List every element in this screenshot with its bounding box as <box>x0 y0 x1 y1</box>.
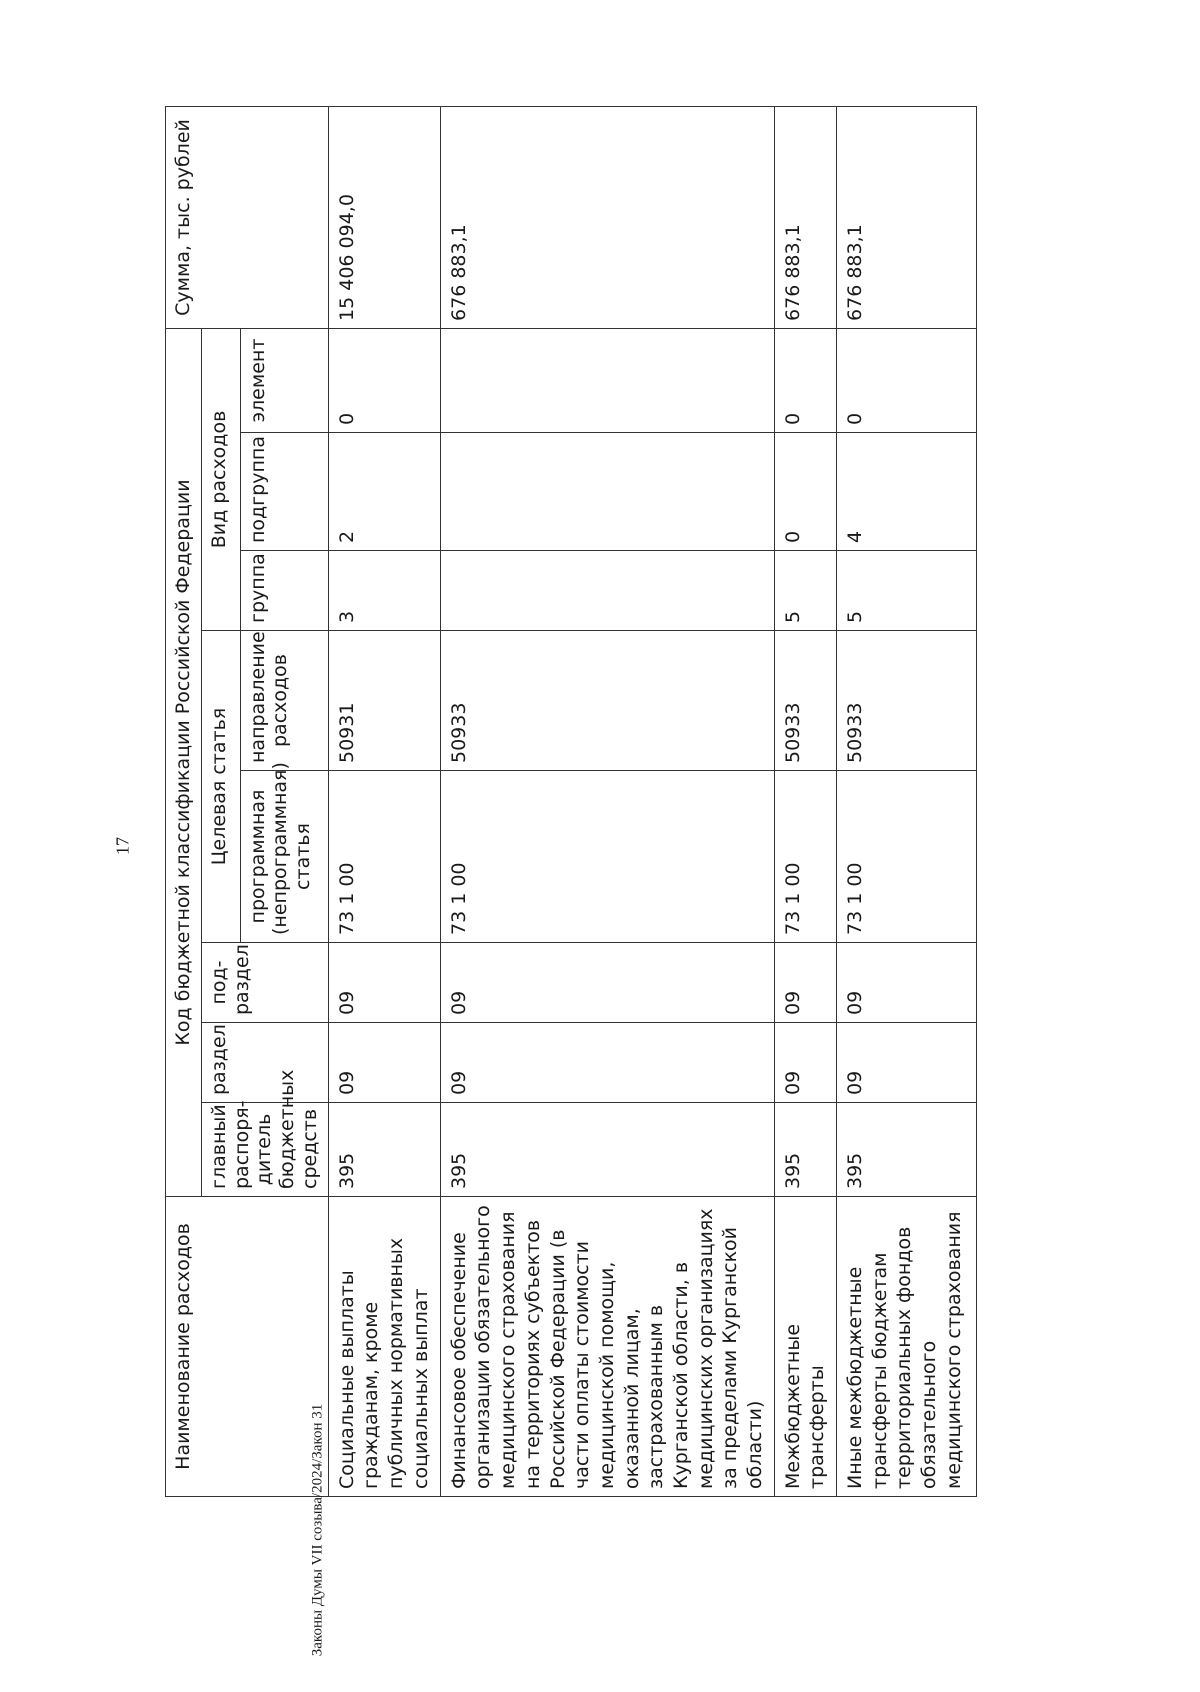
row-direction: 50933 <box>837 631 977 771</box>
header-group: группа <box>240 551 328 631</box>
row-program: 73 1 00 <box>774 771 836 943</box>
row-amount: 676 883,1 <box>774 106 836 328</box>
header-section: раздел <box>201 1023 328 1103</box>
row-element: 0 <box>774 328 836 432</box>
budget-table-wrapper <box>165 107 1015 1497</box>
row-subgroup: 2 <box>328 433 440 551</box>
row-group: 5 <box>774 551 836 631</box>
header-subgroup: подгруппа <box>240 433 328 551</box>
row-subgroup: 4 <box>837 433 977 551</box>
table-row <box>440 106 774 1496</box>
row-subgroup <box>440 433 774 551</box>
header-expense-type: Вид расходов <box>201 328 240 630</box>
row-name: Финансовое обеспечение организации обязательного медицинского страхования на территориях субъектов Российской Федерации (в части оплаты стоимости медицинской помощи, оказанной лицам, застрахованным в Курганской области, в медицинских организациях за пределами Курганской области) <box>440 1197 774 1497</box>
row-name: Социальные выплаты гражданам, кроме публичных нормативных социальных выплат <box>328 1197 440 1497</box>
header-row-1 <box>166 106 202 1496</box>
row-group: 3 <box>328 551 440 631</box>
row-subsection: 09 <box>837 943 977 1023</box>
row-amount: 15 406 094,0 <box>328 106 440 328</box>
row-section: 09 <box>837 1023 977 1103</box>
header-amount: Сумма, тыс. рублей <box>166 106 329 328</box>
row-section: 09 <box>440 1023 774 1103</box>
header-target-article: Целевая статья <box>201 631 240 943</box>
row-program: 73 1 00 <box>440 771 774 943</box>
row-subsection: 09 <box>328 943 440 1023</box>
header-element: элемент <box>240 328 328 432</box>
row-program: 73 1 00 <box>837 771 977 943</box>
row-name: Иные межбюджетные трансферты бюджетам территориальных фондов обязательного медицинского страхования <box>837 1197 977 1497</box>
row-manager: 395 <box>774 1103 836 1197</box>
row-amount: 676 883,1 <box>440 106 774 328</box>
row-direction: 50933 <box>440 631 774 771</box>
header-main-manager: главный распоря-дитель бюджетных средств <box>201 1103 328 1197</box>
row-section: 09 <box>774 1023 836 1103</box>
row-section: 09 <box>328 1023 440 1103</box>
row-group: 5 <box>837 551 977 631</box>
row-element <box>440 328 774 432</box>
header-name: Наименование расходов <box>166 1197 329 1497</box>
row-element: 0 <box>328 328 440 432</box>
header-program-article: программная (непрограммная) статья <box>240 771 328 943</box>
page-number: 17 <box>112 837 133 855</box>
row-subgroup: 0 <box>774 433 836 551</box>
document-footer: Законы Думы VII созыва/2024/Закон 31 <box>309 1403 326 1657</box>
row-subsection: 09 <box>774 943 836 1023</box>
row-element: 0 <box>837 328 977 432</box>
row-manager: 395 <box>440 1103 774 1197</box>
budget-classification-table <box>165 106 977 1497</box>
header-subsection: под-раздел <box>201 943 328 1023</box>
row-direction: 50931 <box>328 631 440 771</box>
header-code-group: Код бюджетной классификации Российской Федерации <box>166 328 202 1196</box>
table-row <box>837 106 977 1496</box>
row-manager: 395 <box>328 1103 440 1197</box>
row-subsection: 09 <box>440 943 774 1023</box>
row-amount: 676 883,1 <box>837 106 977 328</box>
header-expense-direction: направление расходов <box>240 631 328 771</box>
table-row <box>774 106 836 1496</box>
row-manager: 395 <box>837 1103 977 1197</box>
row-name: Межбюджетные трансферты <box>774 1197 836 1497</box>
table-row <box>328 106 440 1496</box>
row-group <box>440 551 774 631</box>
row-direction: 50933 <box>774 631 836 771</box>
row-program: 73 1 00 <box>328 771 440 943</box>
